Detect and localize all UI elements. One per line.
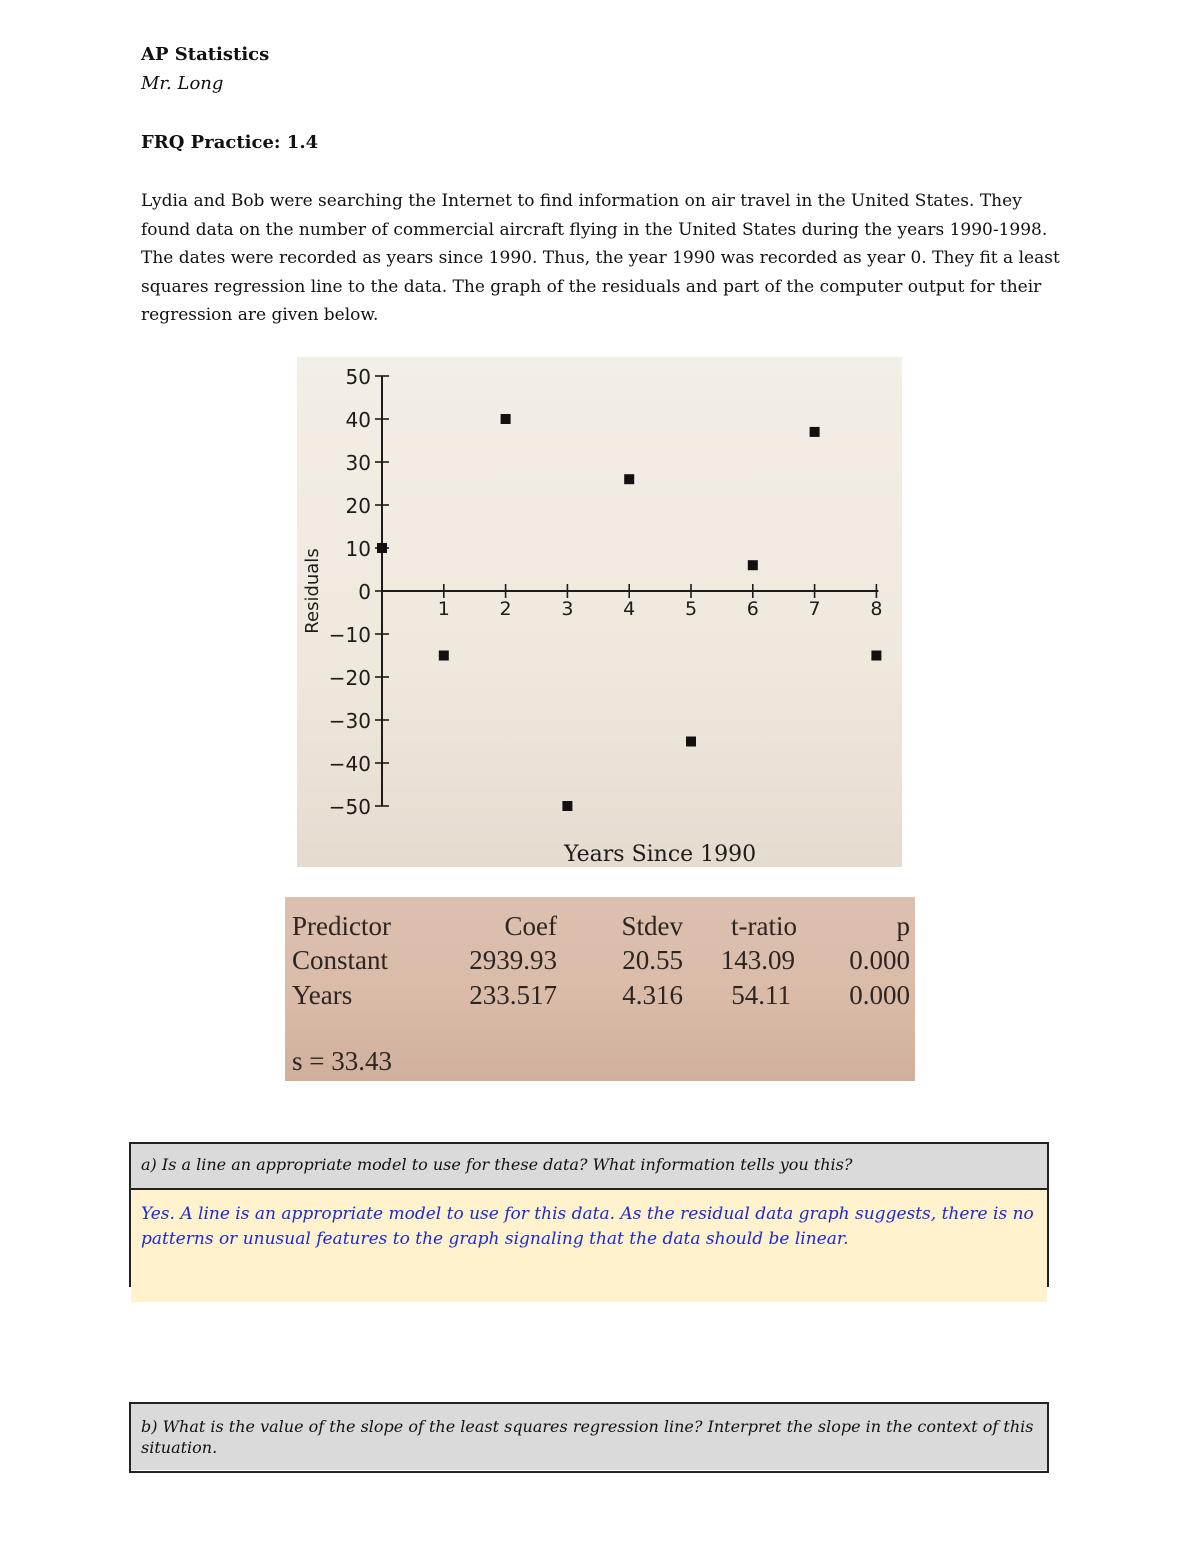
cell-constant-t-ratio: 143.09 (720, 945, 795, 975)
y-tick-label: −20 (328, 666, 371, 690)
x-tick-label: 2 (499, 598, 512, 620)
data-point (871, 651, 881, 661)
cell-years-stdev: 4.316 (622, 980, 683, 1010)
cell-years-p: 0.000 (849, 980, 910, 1010)
data-point (562, 801, 572, 811)
data-point (501, 414, 511, 424)
header-stdev: Stdev (621, 911, 683, 941)
residual-plot (297, 357, 902, 867)
y-tick-label: −10 (328, 623, 371, 647)
x-tick-label: 3 (561, 598, 574, 620)
data-point (624, 474, 634, 484)
y-tick-label: 20 (345, 494, 371, 518)
x-axis-label: Years Since 1990 (564, 842, 757, 867)
y-tick-label: 50 (345, 365, 371, 389)
x-tick-label: 5 (684, 598, 698, 620)
x-tick-label: 4 (623, 598, 636, 620)
data-point (439, 651, 449, 661)
y-tick-label: −30 (328, 709, 371, 733)
data-point (748, 560, 758, 570)
x-tick-label: 7 (808, 598, 821, 620)
cell-constant-coef: 2939.93 (469, 945, 557, 975)
data-point (377, 543, 387, 553)
header-p: p (896, 911, 910, 941)
question-a-prompt: a) Is a line an appropriate model to use for these data? What information tells you this? (131, 1144, 1047, 1190)
course-title: AP Statistics (141, 44, 270, 65)
question-b-prompt: b) What is the value of the slope of the least squares regression line? Interpret the slope in the context of this situation. (131, 1404, 1047, 1470)
intro-paragraph: Lydia and Bob were searching the Internet to find information on air travel in the United States. They found data on the number of commercial aircraft flying in the United States during the years 1990-1998. The dates were recorded as years since 1990. Thus, the year 1990 was recorded as year 0. They fit a least squares regression line to the data. The graph of the residuals and part of the computer output for their regression are given below. (141, 191, 1060, 325)
cell-constant-p: 0.000 (849, 945, 910, 975)
row-label-years: Years (292, 980, 353, 1010)
teacher-name: Mr. Long (141, 73, 224, 94)
x-tick-label: 8 (870, 598, 883, 620)
page-title: FRQ Practice: 1.4 (141, 132, 319, 153)
y-tick-label: −50 (328, 795, 371, 819)
residual-plot-photo (297, 357, 902, 867)
x-tick-label: 1 (437, 598, 450, 620)
data-point (810, 427, 820, 437)
cell-years-t-ratio: 54.11 (731, 980, 791, 1010)
cell-constant-stdev: 20.55 (622, 945, 683, 975)
y-tick-label: 0 (358, 580, 371, 604)
y-axis-label: Residuals (302, 548, 323, 634)
header-t-ratio: t-ratio (731, 911, 797, 941)
question-a-answer[interactable]: Yes. A line is an appropriate model to use for this data. As the residual data graph suggests, there is no patterns or unusual features to the graph signaling that the data should be linear. (131, 1190, 1047, 1302)
cell-years-coef: 233.517 (469, 980, 557, 1010)
row-label-constant: Constant (292, 945, 389, 975)
question-a-box (129, 1142, 1049, 1287)
header-predictor: Predictor (292, 911, 391, 941)
y-tick-label: −40 (328, 752, 371, 776)
data-point (686, 737, 696, 747)
y-tick-label: 10 (345, 537, 371, 561)
regression-output-photo (285, 897, 915, 1081)
question-b-box (129, 1402, 1049, 1473)
y-tick-label: 40 (345, 408, 371, 432)
y-tick-label: 30 (345, 451, 371, 475)
x-tick-label: 6 (746, 598, 759, 620)
header-coef: Coef (504, 911, 557, 941)
residual-std-dev: s = 33.43 (292, 1046, 392, 1076)
